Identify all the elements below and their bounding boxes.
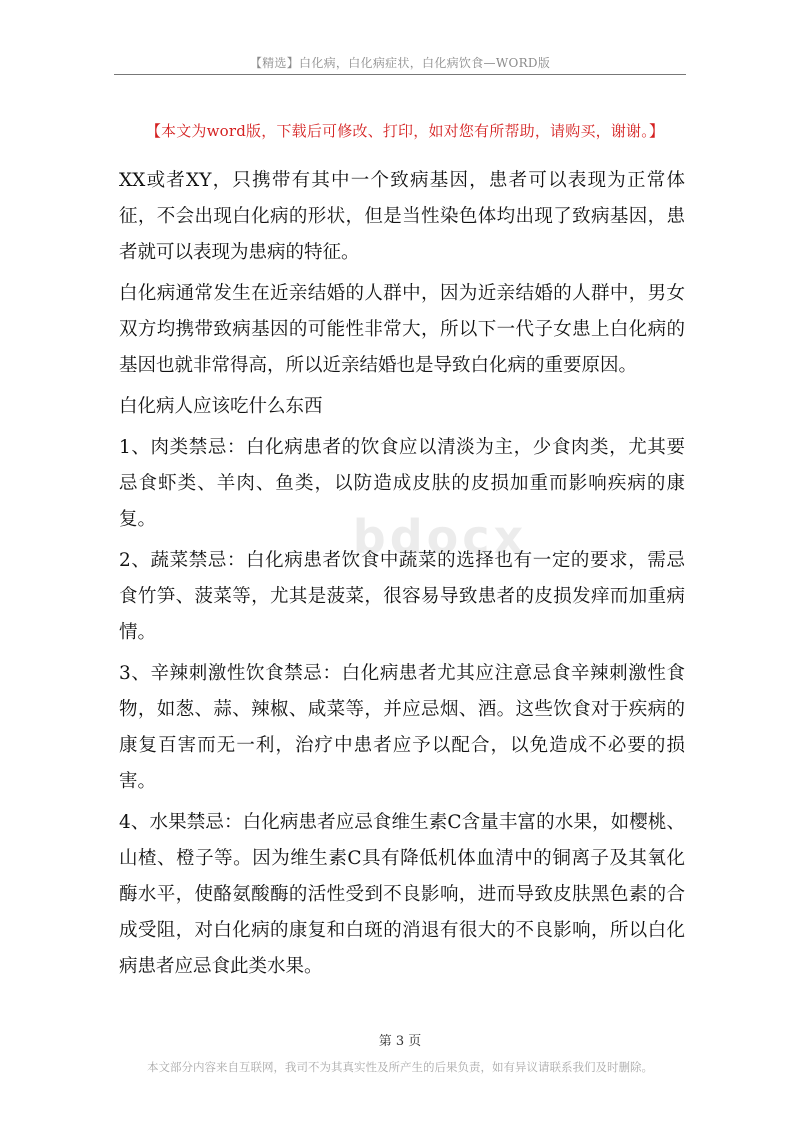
page-number: 第 3 页: [378, 1034, 422, 1049]
list-item: 4、水果禁忌：白化病患者应忌食维生素C含量丰富的水果，如樱桃、山楂、橙子等。因为维生素C具有降低机体血清中的铜离子及其氧化酶水平，使酪氨酸酶的活性受到不良影响，进而导致皮肤黑色素的合成受阻，对白化病的康复和白斑的消退有很大的不良影响，所以白化病患者应忌食此类水果。: [119, 812, 685, 977]
paragraph: XX或者XY，只携带有其中一个致病基因，患者可以表现为正常体征，不会出现白化病的形状，但是当性染色体均出现了致病基因，患者就可以表现为患病的特征。: [119, 170, 685, 263]
list-item: 1、肉类禁忌：白化病患者的饮食应以清淡为主，少食肉类，尤其要忌食虾类、羊肉、鱼类，以防造成皮肤的皮损加重而影响疾病的康复。: [119, 437, 685, 530]
list-item: 3、辛辣刺激性饮食禁忌：白化病患者尤其应注意忌食辛辣刺激性食物，如葱、蒜、辣椒、咸菜等，并应忌烟、酒。这些饮食对于疾病的康复百害而无一利，治疗中患者应予以配合，以免造成不必要的损害。: [119, 663, 685, 792]
footer-disclaimer: 本文部分内容来自互联网，我司不为其真实性及所产生的后果负责，如有异议请联系我们及时删除。: [147, 1060, 653, 1074]
paragraph: 白化病通常发生在近亲结婚的人群中，因为近亲结婚的人群中，男女双方均携带致病基因的可能性非常大，所以下一代子女患上白化病的基因也就非常得高，所以近亲结婚也是导致白化病的重要原因。: [119, 283, 685, 376]
purchase-notice: 【本文为word版，下载后可修改、打印，如对您有所帮助，请购买，谢谢。】: [145, 122, 665, 140]
header-divider: [114, 74, 686, 75]
watermark: bdocx: [352, 510, 528, 564]
page-header-title: 【精选】白化病，白化病症状，白化病饮食—WORD版: [249, 56, 551, 70]
document-body: [119, 163, 685, 990]
section-heading: 白化病人应该吃什么东西: [119, 396, 323, 417]
list-item: 2、蔬菜禁忌：白化病患者饮食中蔬菜的选择也有一定的要求，需忌食竹笋、菠菜等，尤其是菠菜，很容易导致患者的皮损发痒而加重病情。: [119, 550, 685, 643]
